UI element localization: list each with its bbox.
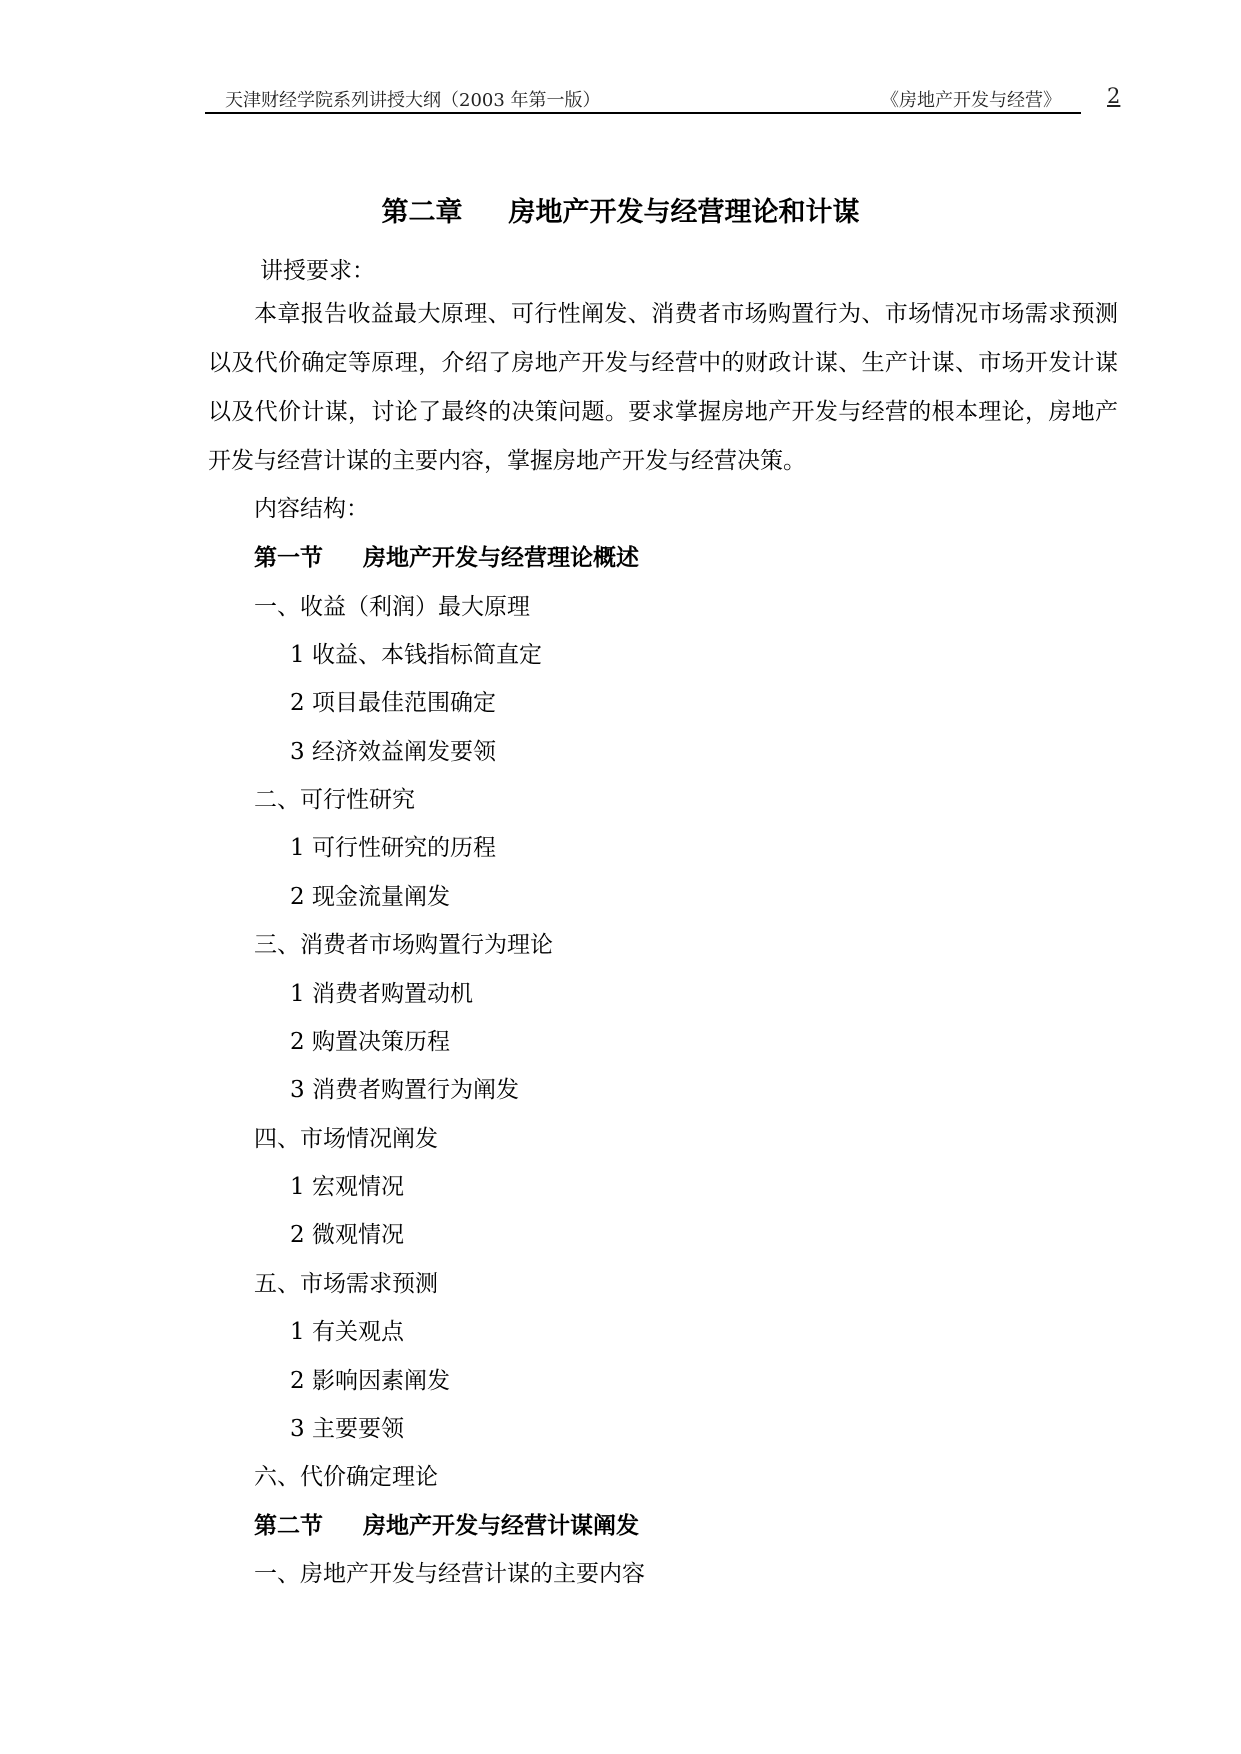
list-item: 1 有关观点	[290, 1319, 404, 1345]
list-item: 2 项目最佳范围确定	[290, 690, 496, 716]
topic-heading: 一、收益（利润）最大原理	[254, 594, 530, 620]
structure-label: 内容结构：	[254, 496, 369, 522]
requirements-label: 讲授要求：	[260, 258, 375, 284]
topic-heading: 六、代价确定理论	[254, 1464, 438, 1490]
chapter-heading	[0, 190, 1241, 229]
page-number: 2	[1107, 84, 1121, 108]
header-rule	[205, 112, 1081, 114]
list-item: 2 影响因素阐发	[290, 1368, 450, 1394]
topic-heading: 二、可行性研究	[254, 787, 415, 813]
list-item: 1 宏观情况	[290, 1174, 404, 1200]
header-series-title: 天津财经学院系列讲授大纲（2003 年第一版）	[225, 90, 601, 111]
list-item: 2 现金流量阐发	[290, 884, 450, 910]
section-1-heading	[254, 539, 639, 572]
topic-heading: 一、房地产开发与经营计谋的主要内容	[254, 1561, 645, 1587]
section-1-number: 第一节	[254, 545, 323, 571]
section-2-title: 房地产开发与经营计谋阐发	[363, 1513, 639, 1539]
list-item: 3 主要要领	[290, 1416, 404, 1442]
list-item: 3 经济效益阐发要领	[290, 739, 496, 765]
section-1-title: 房地产开发与经营理论概述	[363, 545, 639, 571]
section-2-number: 第二节	[254, 1513, 323, 1539]
list-item: 1 收益、本钱指标简直定	[290, 642, 542, 668]
list-item: 1 可行性研究的历程	[290, 835, 496, 861]
chapter-title: 房地产开发与经营理论和计谋	[508, 197, 860, 228]
topic-heading: 五、市场需求预测	[254, 1271, 438, 1297]
list-item: 1 消费者购置动机	[290, 981, 473, 1007]
list-item: 2 微观情况	[290, 1222, 404, 1248]
section-2-heading	[254, 1507, 639, 1540]
list-item: 3 消费者购置行为阐发	[290, 1077, 519, 1103]
topic-heading: 四、市场情况阐发	[254, 1126, 438, 1152]
topic-heading: 三、消费者市场购置行为理论	[254, 932, 553, 958]
list-item: 2 购置决策历程	[290, 1029, 450, 1055]
header-book-title: 《房地产开发与经营》	[881, 90, 1061, 111]
requirements-paragraph: 本章报告收益最大原理、可行性阐发、消费者市场购置行为、市场情况市场需求预测以及代价确定等原理，介绍了房地产开发与经营中的财政计谋、生产计谋、市场开发计谋以及代价计谋，讨论了最终的决策问题。要求掌握房地产开发与经营的根本理论，房地产开发与经营计谋的主要内容，掌握房地产开发与经营决策。	[208, 301, 1118, 474]
chapter-number: 第二章	[381, 197, 463, 228]
